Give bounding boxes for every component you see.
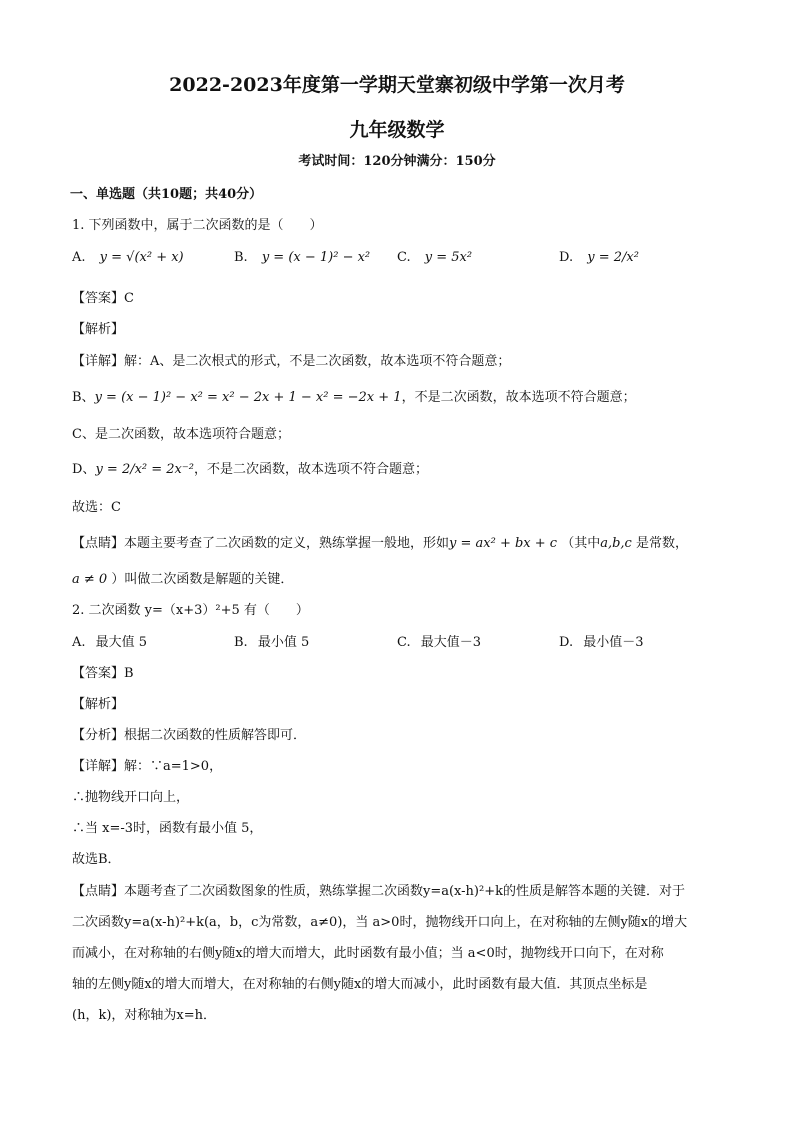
q1-option-d-label: D. (559, 250, 574, 265)
q1-analysis: 【解析】 (72, 322, 125, 337)
q1-comment-text-a: 【点睛】本题主要考查了二次函数的定义，熟练掌握一般地，形如 (72, 536, 450, 551)
q1-detail-d-math: y = 2/x² = 2x⁻² (95, 462, 194, 477)
q1-detail-c: C、是二次函数，故本选项符合题意； (72, 427, 290, 442)
q2-comment-line4: 轴的左侧y随x的增大而增大，在对称轴的右侧y随x的增大而减小，此时函数有最大值．其顶点坐标是 (72, 977, 648, 992)
q2-option-c-text: 最大值－3 (420, 635, 482, 650)
q1-comment-text-b: （其中 (561, 536, 601, 551)
q2-comment-line2: 二次函数y=a(x-h)²+k(a，b，c为常数，a≠0)，当 a>0时，抛物线开口向上，在对称轴的左侧y随x的增大 (72, 915, 688, 930)
q2-option-b-text: 最小值 5 (257, 635, 310, 650)
q1-choice: 故选：C (72, 500, 121, 515)
q1-answer: 【答案】C (72, 291, 134, 306)
q1-option-a (72, 250, 184, 265)
q2-comment-line5: (h，k)，对称轴为x=h． (72, 1008, 216, 1023)
q1-option-a-label: A. (72, 250, 86, 265)
q1-comment-condition: a ≠ 0 (72, 572, 108, 587)
q1-detail-b-prefix: B、 (72, 390, 95, 405)
q2-comment-line3: 而减小，在对称轴的右侧y随x的增大而增大，此时函数有最小值；当 a<0时，抛物线开口向下，在对称 (72, 946, 664, 961)
q2-detail-1: 【详解】解：∵a=1>0， (72, 759, 223, 774)
q1-comment-line2 (72, 568, 293, 587)
q1-option-a-expr: y = √(x² + x) (99, 250, 184, 265)
q2-option-a (72, 631, 147, 650)
q1-comment-text-2: ）叫做二次函数是解题的关键． (111, 572, 294, 587)
q2-option-d (559, 631, 644, 650)
q2-detail-3: ∴当 x=-3时，函数有最小值 5， (72, 821, 263, 836)
exam-info: 考试时间：120分钟满分：150分 (298, 154, 496, 169)
q2-comment-line1: 【点睛】本题考查了二次函数图象的性质，熟练掌握二次函数y=a(x-h)²+k的性质是解答本题的关键．对于 (72, 884, 685, 899)
q1-option-b (234, 250, 370, 265)
q2-option-b-label: B. (234, 635, 248, 650)
q1-option-c-label: C. (397, 250, 411, 265)
q1-option-c-expr: y = 5x² (424, 250, 473, 265)
q2-answer: 【答案】B (72, 666, 134, 681)
q2-option-c (397, 631, 481, 650)
q1-stem: 1. 下列函数中，属于二次函数的是（ ） (72, 218, 323, 233)
q1-comment-text-d: 是常数， (635, 536, 688, 551)
q1-detail-d-prefix: D、 (72, 462, 96, 477)
q1-detail-b-math: y = (x − 1)² − x² = x² − 2x + 1 − x² = −2x + 1 (94, 390, 402, 405)
q2-option-c-label: C. (397, 635, 411, 650)
q2-stem: 2. 二次函数 y=（x+3）²+5 有（ ） (72, 603, 309, 618)
q1-option-b-label: B. (234, 250, 248, 265)
q1-detail-b (72, 386, 636, 405)
q1-option-d-expr: y = 2/x² (587, 250, 639, 265)
q1-detail-b-suffix: ，不是二次函数，故本选项不符合题意； (401, 390, 636, 405)
q2-option-d-text: 最小值－3 (583, 635, 644, 650)
q1-comment-math: y = ax² + bx + c (449, 536, 558, 551)
q2-option-b (234, 631, 309, 650)
q2-choice: 故选B． (72, 852, 121, 867)
q1-option-d (559, 250, 639, 265)
exam-title: 2022-2023年度第一学期天堂寨初级中学第一次月考 (169, 74, 625, 96)
q1-option-c (397, 250, 472, 265)
q1-detail-d (72, 458, 428, 477)
q2-analysis: 【解析】 (72, 697, 125, 712)
q1-detail-a: 【详解】解：A、是二次根式的形式，不是二次函数，故本选项不符合题意； (72, 354, 511, 369)
q2-fenxi: 【分析】根据二次函数的性质解答即可． (72, 728, 307, 743)
q1-comment-line1 (72, 532, 688, 551)
q1-comment-abc: a,b,c (600, 536, 632, 551)
q1-detail-d-suffix: ，不是二次函数，故本选项不符合题意； (193, 462, 428, 477)
q2-option-a-text: 最大值 5 (95, 635, 148, 650)
q1-option-b-expr: y = (x − 1)² − x² (261, 250, 371, 265)
exam-subject: 九年级数学 (349, 119, 445, 141)
q2-option-d-label: D. (559, 635, 574, 650)
q2-detail-2: ∴抛物线开口向上， (72, 790, 190, 805)
section-heading: 一、单选题（共10题；共40分） (70, 187, 263, 202)
q2-option-a-label: A. (72, 635, 86, 650)
